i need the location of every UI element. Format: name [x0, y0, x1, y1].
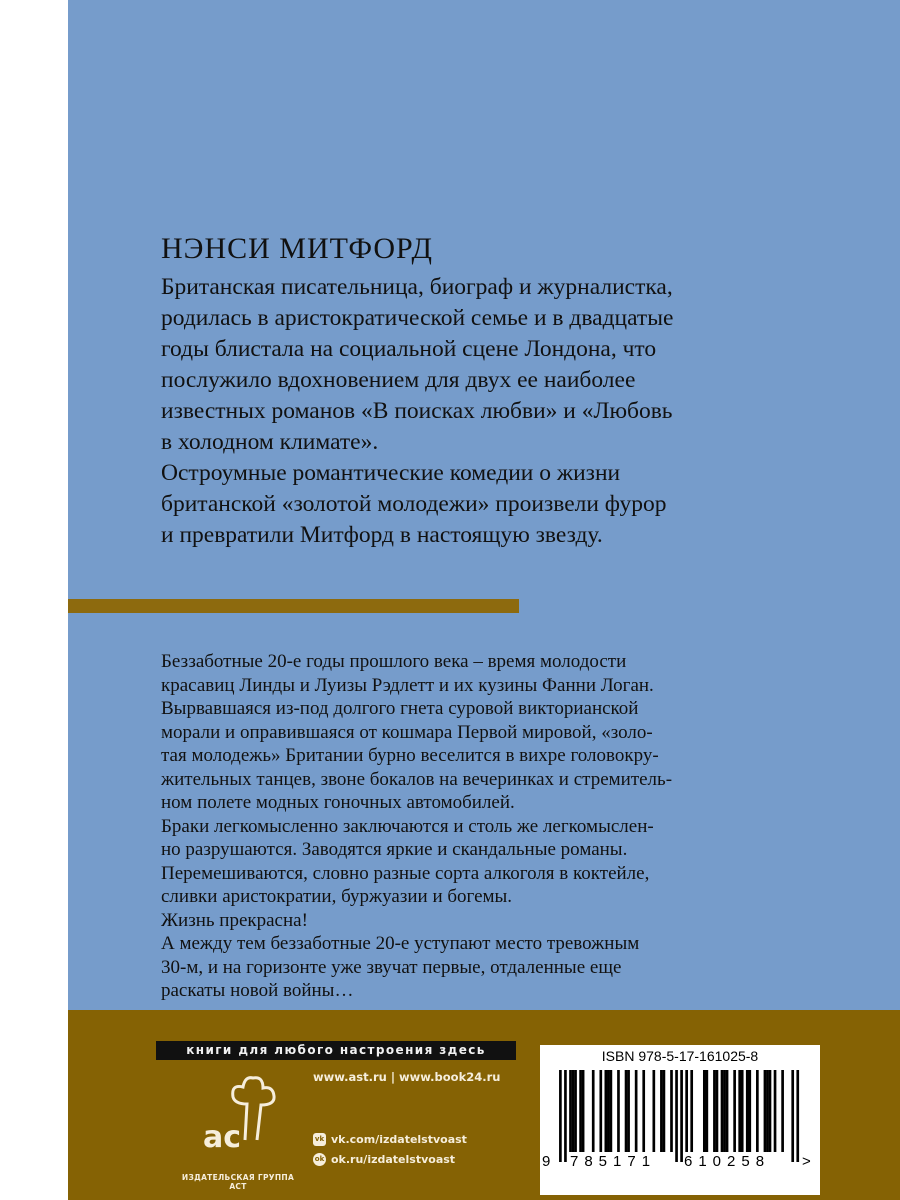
barcode-bar	[748, 1070, 751, 1152]
barcode-bar	[721, 1070, 724, 1152]
barcode-bar	[706, 1070, 709, 1152]
barcode-bar	[726, 1070, 729, 1152]
barcode-bar	[738, 1070, 741, 1152]
blurb-line: Вырвавшаяся из-под долгого гнета суровой викторианской	[161, 698, 639, 719]
barcode-bar	[733, 1070, 736, 1152]
bio-line: британской «золотой молодежи» произвели фурор	[161, 491, 667, 517]
barcode-panel	[540, 1045, 820, 1195]
blurb-line: жительных танцев, звоне бокалов на вечеринках и стремитель-	[161, 768, 673, 790]
barcode-bar	[741, 1070, 744, 1152]
bio-line: и превратили Митфорд в настоящую звезду.	[161, 522, 603, 548]
blurb-line: 30-м, и на горизонте уже звучат первые, отдаленные еще	[161, 956, 622, 978]
barcode-bar	[766, 1070, 769, 1152]
barcode-bar	[599, 1070, 602, 1152]
svg-text:ac: ac	[203, 1120, 242, 1155]
barcode-bar	[703, 1070, 706, 1152]
barcode-tail-mark: >	[802, 1153, 811, 1170]
blurb-line: но разрушаются. Заводятся яркие и скандальные романы.	[161, 839, 628, 860]
barcode-bar	[723, 1070, 726, 1152]
barcode-bar	[617, 1070, 620, 1152]
barcode-bar	[796, 1070, 799, 1162]
accent-divider	[68, 599, 519, 613]
blurb-line: Беззаботные 20-е годы прошлого века – время молодости	[161, 651, 627, 672]
barcode-lead-digit: 9	[542, 1153, 551, 1170]
vk-icon: vk	[313, 1133, 326, 1146]
blurb-line: А между тем беззаботные 20-е уступают место тревожным	[161, 933, 640, 954]
barcode-bar	[660, 1070, 663, 1152]
act-logo-icon	[173, 1070, 303, 1170]
barcode-bar	[670, 1070, 673, 1152]
blurb-line: Жизнь прекрасна!	[161, 909, 308, 931]
bio-line: годы блистала на социальной сцене Лондона, что	[161, 336, 657, 362]
barcode-bar	[569, 1070, 572, 1152]
barcode-bar	[663, 1070, 666, 1152]
barcode-bar	[713, 1070, 716, 1152]
back-cover	[68, 0, 900, 1200]
barcode-bar	[690, 1070, 693, 1152]
barcode-bar	[716, 1070, 719, 1152]
barcode-bar	[756, 1070, 759, 1152]
bio-line: в холодном климате».	[161, 429, 379, 455]
barcode-bar	[627, 1070, 630, 1152]
barcode-bar	[680, 1070, 683, 1162]
blurb-line: ном полете модных гоночных автомобилей.	[161, 792, 515, 813]
barcode-bar	[774, 1070, 777, 1152]
publisher-websites[interactable]: www.ast.ru | www.book24.ru	[313, 1070, 501, 1084]
slogan-banner: книги для любого настроения здесь	[156, 1041, 516, 1060]
blurb-line: Браки легкомысленно заключаются и столь же легкомыслен-	[161, 815, 654, 837]
barcode-bar	[610, 1070, 613, 1152]
bio-line: Британская писательница, биограф и журналистка,	[161, 274, 673, 300]
barcode-right-digits: 610258	[684, 1153, 771, 1170]
blurb-line: тая молодежь» Британии бурно веселится в вихре головокру-	[161, 745, 659, 766]
barcode-bar	[635, 1070, 638, 1152]
cover-footer	[68, 1010, 900, 1200]
social-link-vk[interactable]	[313, 1133, 467, 1146]
bio-line: родилась в аристократической семье и в двадцатые	[161, 305, 674, 331]
barcode-bar	[592, 1070, 595, 1152]
barcode-bar	[625, 1070, 628, 1152]
barcode-bar	[746, 1070, 749, 1152]
barcode-bar	[572, 1070, 575, 1152]
barcode-bar	[791, 1070, 794, 1162]
social-link-text: vk.com/izdatelstvoast	[331, 1133, 467, 1146]
author-name: НЭНСИ МИТФОРД	[161, 232, 433, 265]
barcode-left-digits: 785171	[570, 1153, 657, 1170]
barcode-bar	[574, 1070, 577, 1152]
ok-icon: ok	[313, 1153, 326, 1166]
barcode-bar	[769, 1070, 772, 1152]
blurb-line: сливки аристократии, буржуазии и богемы.	[161, 886, 513, 907]
publisher-logo	[173, 1070, 303, 1191]
publisher-caption: ИЗДАТЕЛЬСКАЯ ГРУППА АСТ	[181, 1173, 295, 1191]
barcode-bar	[652, 1070, 655, 1152]
bio-line: Остроумные романтические комедии о жизни	[161, 460, 621, 486]
barcode-bar	[564, 1070, 567, 1162]
barcode-bar	[685, 1070, 688, 1152]
barcode-bar	[675, 1070, 678, 1162]
social-link-ok[interactable]	[313, 1153, 455, 1166]
author-bio	[161, 272, 801, 551]
barcode-bar	[582, 1070, 585, 1152]
social-link-text: ok.ru/izdatelstvoast	[331, 1153, 456, 1166]
barcode-bar	[559, 1070, 562, 1162]
bio-line: известных романов «В поисках любви» и «Любовь	[161, 398, 673, 424]
book-blurb	[161, 650, 801, 1003]
barcode-bar	[579, 1070, 582, 1152]
blurb-line: Перемешиваются, словно разные сорта алкоголя в коктейле,	[161, 862, 650, 884]
blurb-line: морали и оправившаяся от кошмара Первой мировой, «золо-	[161, 721, 653, 743]
isbn-number: ISBN 978-5-17-161025-8	[601, 1048, 759, 1064]
barcode-bar	[642, 1070, 645, 1152]
barcode-bar	[781, 1070, 784, 1152]
barcode-bar	[607, 1070, 610, 1152]
barcode-bar	[605, 1070, 608, 1152]
blurb-line: красавиц Линды и Луизы Рэдлетт и их кузины Фанни Логан.	[161, 674, 654, 696]
blurb-line: раскаты новой войны…	[161, 980, 354, 1001]
bio-line: послужило вдохновением для двух ее наиболее	[161, 367, 636, 393]
barcode-bar	[764, 1070, 767, 1152]
